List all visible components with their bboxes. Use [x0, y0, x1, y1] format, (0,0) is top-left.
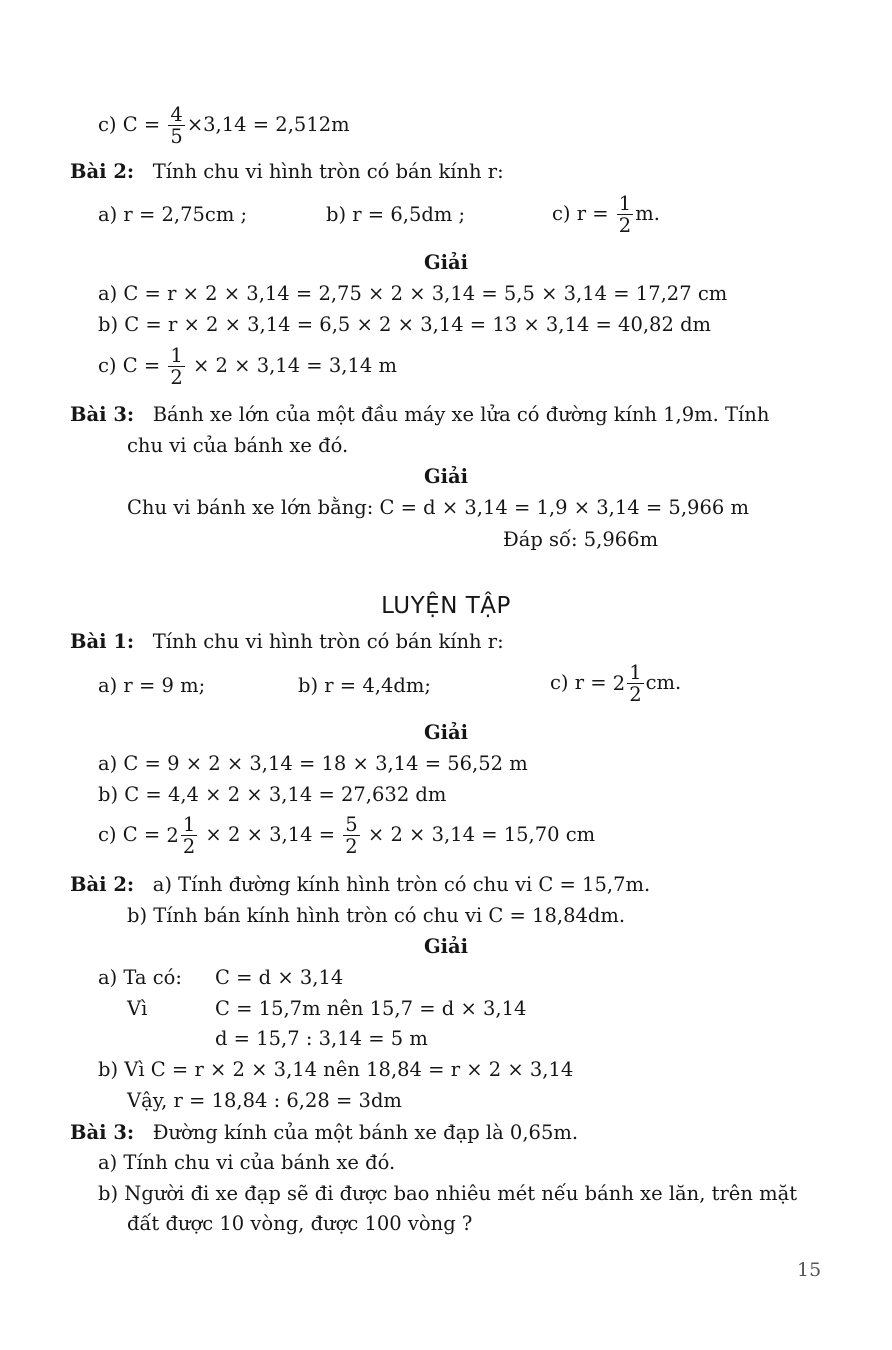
mixed-number: 2 $\frac{1}{2}$ — [612, 661, 642, 706]
practice-exercise-3-part-b-line1: b) Người đi xe đạp sẽ đi được bao nhiêu mét nếu bánh xe lăn, trên mặt — [98, 1182, 798, 1205]
practice-exercise-1-option-c: c) r = 2 $\frac{1}{2}$ cm. — [550, 661, 682, 706]
solution-a-label-1: a) Ta có: — [98, 966, 182, 989]
fraction: $\frac{4}{5}$ — [170, 103, 183, 148]
prev-solution-c: c) C = $\frac{4}{5}$ ×3,14 = 2,512m — [98, 103, 350, 148]
solution-line-c: c) C = 2 $\frac{1}{2}$ × 2 × 3,14 = $\frac{5}{2}$ × 2 × 3,14 = 15,70 cm — [98, 813, 596, 858]
solution-heading: Giải — [423, 721, 469, 744]
solution-line-a: a) C = 9 × 2 × 3,14 = 18 × 3,14 = 56,52 m — [98, 752, 528, 775]
practice-exercise-1-option-b: b) r = 4,4dm; — [298, 674, 431, 697]
practice-exercise-1-header: Bài 1: Tính chu vi hình tròn có bán kính r: — [70, 630, 504, 653]
solution-b-line-1: b) Vì C = r × 2 × 3,14 nên 18,84 = r × 2 × 3,14 — [98, 1058, 574, 1081]
practice-exercise-3-header: Bài 3: Đường kính của một bánh xe đạp là 0,65m. — [70, 1121, 579, 1144]
solution-line-a: a) C = r × 2 × 3,14 = 2,75 × 2 × 3,14 = 5,5 × 3,14 = 17,27 cm — [98, 282, 728, 305]
answer-line: Đáp số: 5,966m — [503, 528, 659, 551]
exercise-2-option-a: a) r = 2,75cm ; — [98, 203, 248, 226]
practice-exercise-2-header: Bài 2: a) Tính đường kính hình tròn có chu vi C = 15,7m. — [70, 873, 651, 896]
exercise-2-option-c: c) r = $\frac{1}{2}$ m. — [552, 192, 660, 237]
mixed-number: 2 $\frac{1}{2}$ — [166, 813, 196, 858]
solution-line-b: b) C = r × 2 × 3,14 = 6,5 × 2 × 3,14 = 13 × 3,14 = 40,82 dm — [98, 313, 712, 336]
fraction: $\frac{5}{2}$ — [345, 813, 358, 858]
solution-heading: Giải — [423, 465, 469, 488]
practice-exercise-3-part-b-line2: đất được 10 vòng, được 100 vòng ? — [127, 1212, 473, 1235]
fraction: $\frac{1}{2}$ — [170, 344, 183, 389]
solution-line: Chu vi bánh xe lớn bằng: C = d × 3,14 = 1,9 × 3,14 = 5,966 m — [127, 496, 749, 519]
solution-a-label-2: Vì — [127, 997, 148, 1020]
practice-exercise-1-option-a: a) r = 9 m; — [98, 674, 206, 697]
solution-line-b: b) C = 4,4 × 2 × 3,14 = 27,632 dm — [98, 783, 447, 806]
solution-a-text-2: C = 15,7m nên 15,7 = d × 3,14 — [215, 997, 527, 1020]
solution-a-text-1: C = d × 3,14 — [215, 966, 344, 989]
fraction: $\frac{1}{2}$ — [629, 661, 642, 706]
section-title: LUYỆN TẬP — [381, 593, 511, 619]
solution-heading: Giải — [423, 251, 469, 274]
fraction: $\frac{1}{2}$ — [182, 813, 196, 858]
fraction: $\frac{1}{2}$ — [618, 192, 632, 237]
solution-a-text-3: d = 15,7 : 3,14 = 5 m — [215, 1027, 428, 1050]
page-number: 15 — [797, 1259, 822, 1281]
solution-heading: Giải — [423, 935, 469, 958]
practice-exercise-3-part-a: a) Tính chu vi của bánh xe đó. — [98, 1151, 396, 1174]
exercise-3-header: Bài 3: Bánh xe lớn của một đầu máy xe lửa có đường kính 1,9m. Tính — [70, 403, 770, 426]
practice-exercise-2-line2: b) Tính bán kính hình tròn có chu vi C = 18,84dm. — [127, 904, 626, 927]
exercise-2-header: Bài 2: Tính chu vi hình tròn có bán kính r: — [70, 160, 504, 183]
exercise-2-option-b: b) r = 6,5dm ; — [326, 203, 466, 226]
exercise-3-text-line2: chu vi của bánh xe đó. — [127, 434, 349, 457]
solution-b-line-2: Vậy, r = 18,84 : 6,28 = 3dm — [127, 1089, 402, 1112]
solution-line-c: c) C = $\frac{1}{2}$ × 2 × 3,14 = 3,14 m — [98, 344, 397, 389]
